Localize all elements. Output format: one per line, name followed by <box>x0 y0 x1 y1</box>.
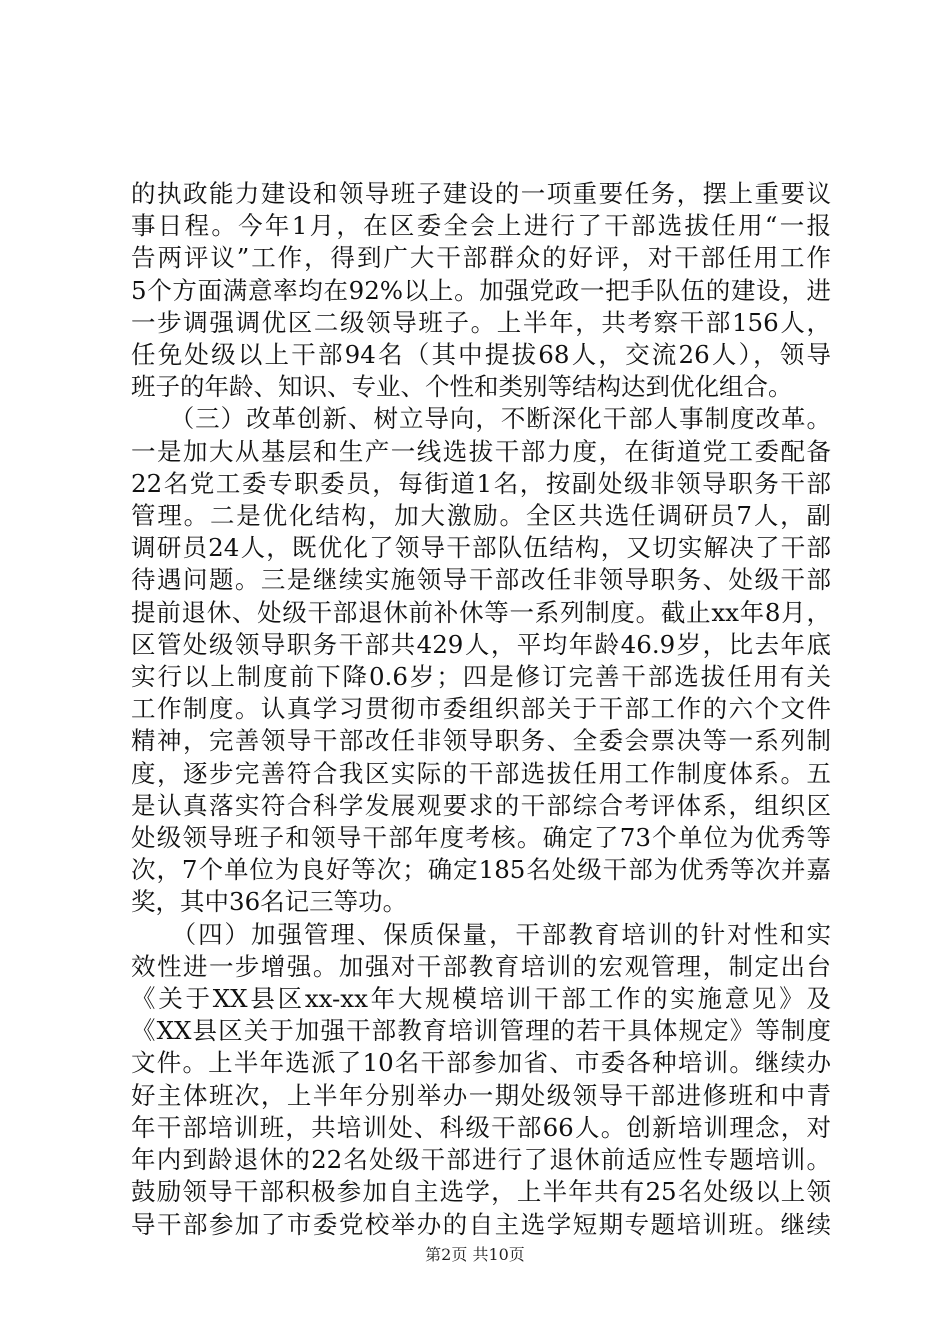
page-footer: 第2页 共10页 <box>425 1245 525 1264</box>
text-line: 5个方面满意率均在92%以上。加强党政一把手队伍的建设，进 <box>131 275 831 305</box>
text-line: 《XX县区关于加强干部教育培训管理的若干具体规定》等制度 <box>131 1016 831 1046</box>
text-line: 次，7个单位为良好等次；确定185名处级干部为优秀等次并嘉 <box>131 855 831 885</box>
text-line: 一是加大从基层和生产一线选拔干部力度，在街道党工委配备 <box>131 436 831 466</box>
text-line: 实行以上制度前下降0.6岁；四是修订完善干部选拔任用有关 <box>131 662 831 692</box>
text-line: 管理。二是优化结构，加大激励。全区共选任调研员7人，副 <box>131 501 831 531</box>
text-line: （三）改革创新、树立导向，不断深化干部人事制度改革。 <box>131 404 831 434</box>
text-line: 是认真落实符合科学发展观要求的干部综合考评体系，组织区 <box>131 790 831 820</box>
text-line: 精神，完善领导干部改任非领导职务、全委会票决等一系列制 <box>131 726 831 756</box>
text-line: 区管处级领导职务干部共429人，平均年龄46.9岁，比去年底 <box>131 629 831 659</box>
text-line: （四）加强管理、保质保量，干部教育培训的针对性和实 <box>131 919 831 949</box>
text-line: 奖，其中36名记三等功。 <box>131 887 408 917</box>
text-line: 班子的年龄、知识、专业、个性和类别等结构达到优化组合。 <box>131 372 793 402</box>
text-line: 22名党工委专职委员，每街道1名，按副处级非领导职务干部 <box>131 468 831 498</box>
text-line: 《关于XX县区xx-xx年大规模培训干部工作的实施意见》及 <box>131 984 831 1014</box>
text-line: 任免处级以上干部94名（其中提拔68人，交流26人），领导 <box>131 340 831 370</box>
text-line: 待遇问题。三是继续实施领导干部改任非领导职务、处级干部 <box>131 565 831 595</box>
text-line: 年干部培训班，共培训处、科级干部66人。创新培训理念，对 <box>131 1112 831 1142</box>
text-line: 一步调强调优区二级领导班子。上半年，共考察干部156人， <box>131 307 831 337</box>
text-line: 导干部参加了市委党校举办的自主选学短期专题培训班。继续 <box>131 1209 831 1239</box>
text-line: 鼓励领导干部积极参加自主选学，上半年共有25名处级以上领 <box>131 1177 831 1207</box>
text-line: 度，逐步完善符合我区实际的干部选拔任用工作制度体系。五 <box>131 758 831 788</box>
text-line: 的执政能力建设和领导班子建设的一项重要任务，摆上重要议 <box>131 179 831 208</box>
text-line: 好主体班次，上半年分别举办一期处级领导干部进修班和中青 <box>131 1080 831 1110</box>
text-line: 调研员24人，既优化了领导干部队伍结构，又切实解决了干部 <box>131 533 831 563</box>
text-line: 告两评议”工作，得到广大干部群众的好评，对干部任用工作 <box>131 243 831 273</box>
text-line: 事日程。今年1月，在区委全会上进行了干部选拔任用“一报 <box>131 211 831 241</box>
text-line: 文件。上半年选派了10名干部参加省、市委各种培训。继续办 <box>131 1048 831 1078</box>
text-line: 年内到龄退休的22名处级干部进行了退休前适应性专题培训。 <box>131 1145 831 1175</box>
text-line: 效性进一步增强。加强对干部教育培训的宏观管理，制定出台 <box>131 951 831 981</box>
text-line: 提前退休、处级干部退休前补休等一系列制度。截止xx年8月， <box>131 597 831 627</box>
text-line: 工作制度。认真学习贯彻市委组织部关于干部工作的六个文件 <box>131 694 831 724</box>
text-line: 处级领导班子和领导干部年度考核。确定了73个单位为优秀等 <box>131 823 831 853</box>
document-body <box>131 178 831 1241</box>
